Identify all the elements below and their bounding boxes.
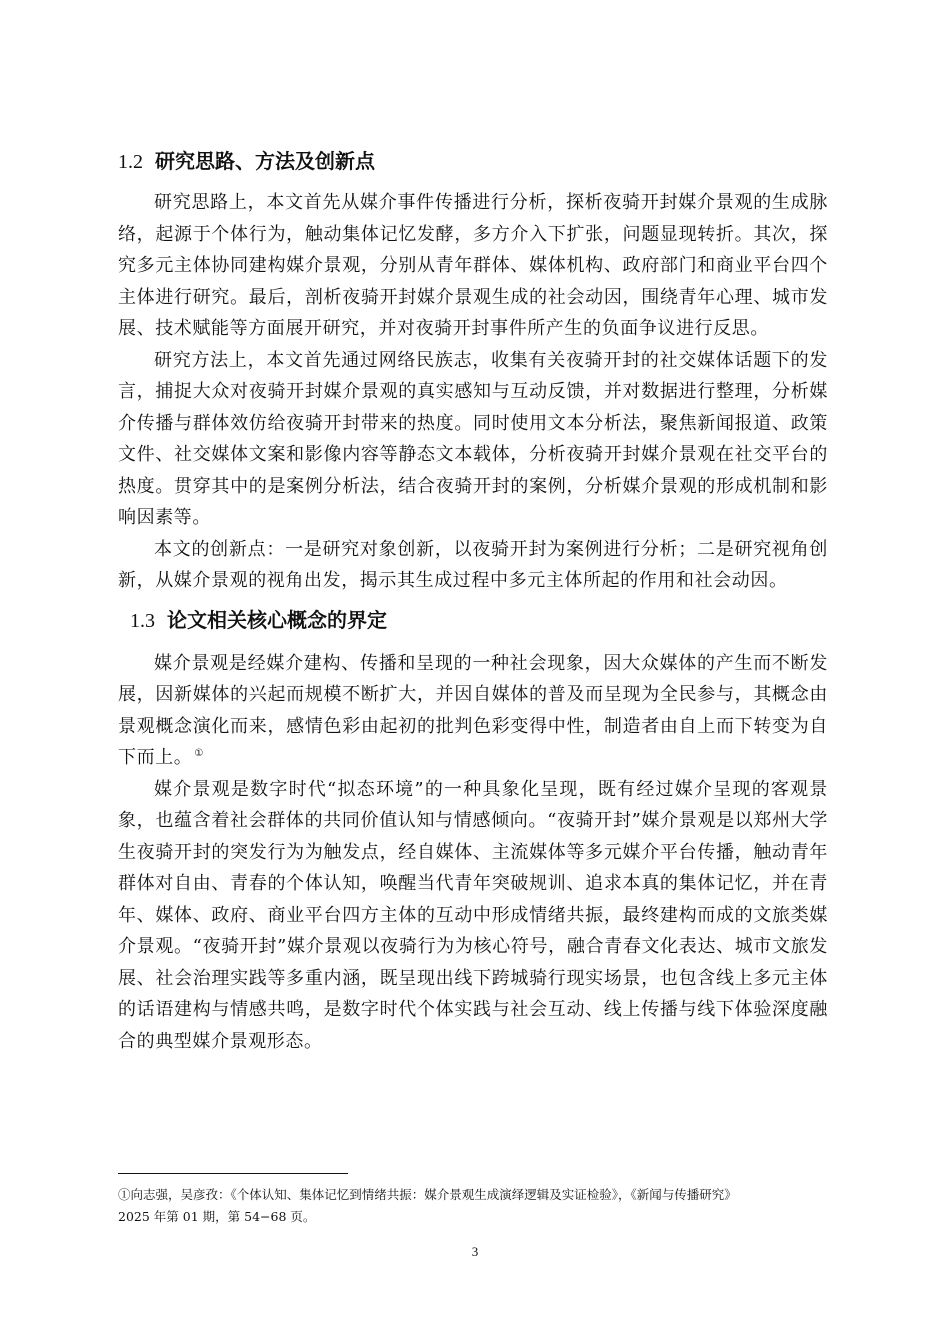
main-content	[118, 146, 828, 1057]
page-number: 3	[471, 1244, 479, 1259]
footnote-line: ①向志强，吴彦孜：《个体认知、集体记忆到情绪共振：媒介景观生成演绎逻辑及实证检验》，《新闻与传播研究》	[118, 1187, 737, 1202]
section-1-2	[118, 146, 828, 597]
section-1-3	[118, 605, 828, 1058]
section-number: 1.3	[130, 609, 155, 632]
paragraph-text: 媒介景观是经媒介建构、传播和呈现的一种社会现象，因大众媒体的产生而不断发展，因新媒体的兴起而规模不断扩大，并因自媒体的普及而呈现为全民参与，其概念由景观概念演化而来，感情色彩由起初的批判色彩变得中性，制造者由自上而下转变为自下而上。	[118, 652, 828, 768]
paragraph-research-methods: 研究方法上，本文首先通过网络民族志，收集有关夜骑开封的社交媒体话题下的发言，捕捉大众对夜骑开封媒介景观的真实感知与互动反馈，并对数据进行整理，分析媒介传播与群体效仿给夜骑开封带来的热度。同时使用文本分析法，聚焦新闻报道、政策文件、社交媒体文案和影像内容等静态文本载体，分析夜骑开封媒介景观在社交平台的热度。贯穿其中的是案例分析法，结合夜骑开封的案例，分析媒介景观的形成机制和影响因素等。	[118, 349, 828, 528]
section-title: 研究思路、方法及创新点	[155, 149, 375, 173]
paragraph-media-spectacle-definition	[118, 648, 828, 774]
paragraph-night-ride-spectacle: 媒介景观是数字时代“拟态环境”的一种具象化呈现，既有经过媒介呈现的客观景象，也蕴含着社会群体的共同价值认知与情感倾向。“夜骑开封”媒介景观是以郑州大学生夜骑开封的突发行为为触发点，经自媒体、主流媒体等多元媒介平台传播，触动青年群体对自由、青春的个体认知，唤醒当代青年突破规训、追求本真的集体记忆，并在青年、媒体、政府、商业平台四方主体的互动中形成情绪共振，最终建构而成的文旅类媒介景观。“夜骑开封”媒介景观以夜骑行为为核心符号，融合青春文化表达、城市文旅发展、社会治理实践等多重内涵，既呈现出线下跨城骑行现实场景，也包含线上多元主体的话语建构与情感共鸣，是数字时代个体实践与社会互动、线上传播与线下体验深度融合的典型媒介景观形态。	[118, 778, 828, 1052]
paragraph-innovation: 本文的创新点：一是研究对象创新，以夜骑开封为案例进行分析；二是研究视角创新，从媒介景观的视角出发，揭示其生成过程中多元主体所起的作用和社会动因。	[118, 538, 828, 591]
paragraph-research-approach: 研究思路上，本文首先从媒介事件传播进行分析，探析夜骑开封媒介景观的生成脉络，起源于个体行为，触动集体记忆发酵，多方介入下扩张，问题显现转折。其次，探究多元主体协同建构媒介景观，分别从青年群体、媒体机构、政府部门和商业平台四个主体进行研究。最后，剖析夜骑开封媒介景观生成的社会动因，围绕青年心理、城市发展、技术赋能等方面展开研究，并对夜骑开封事件所产生的负面争议进行反思。	[118, 192, 828, 339]
footnote-line: 2025 年第 01 期，第 54−68 页。	[118, 1209, 316, 1224]
footnote-reference[interactable]: ①	[194, 748, 204, 759]
footnote	[118, 1184, 834, 1228]
section-heading-1-3	[118, 605, 828, 636]
section-heading-1-2	[118, 146, 828, 177]
section-title: 论文相关核心概念的界定	[167, 607, 387, 632]
section-number: 1.2	[118, 151, 143, 173]
footnote-divider	[118, 1173, 348, 1174]
